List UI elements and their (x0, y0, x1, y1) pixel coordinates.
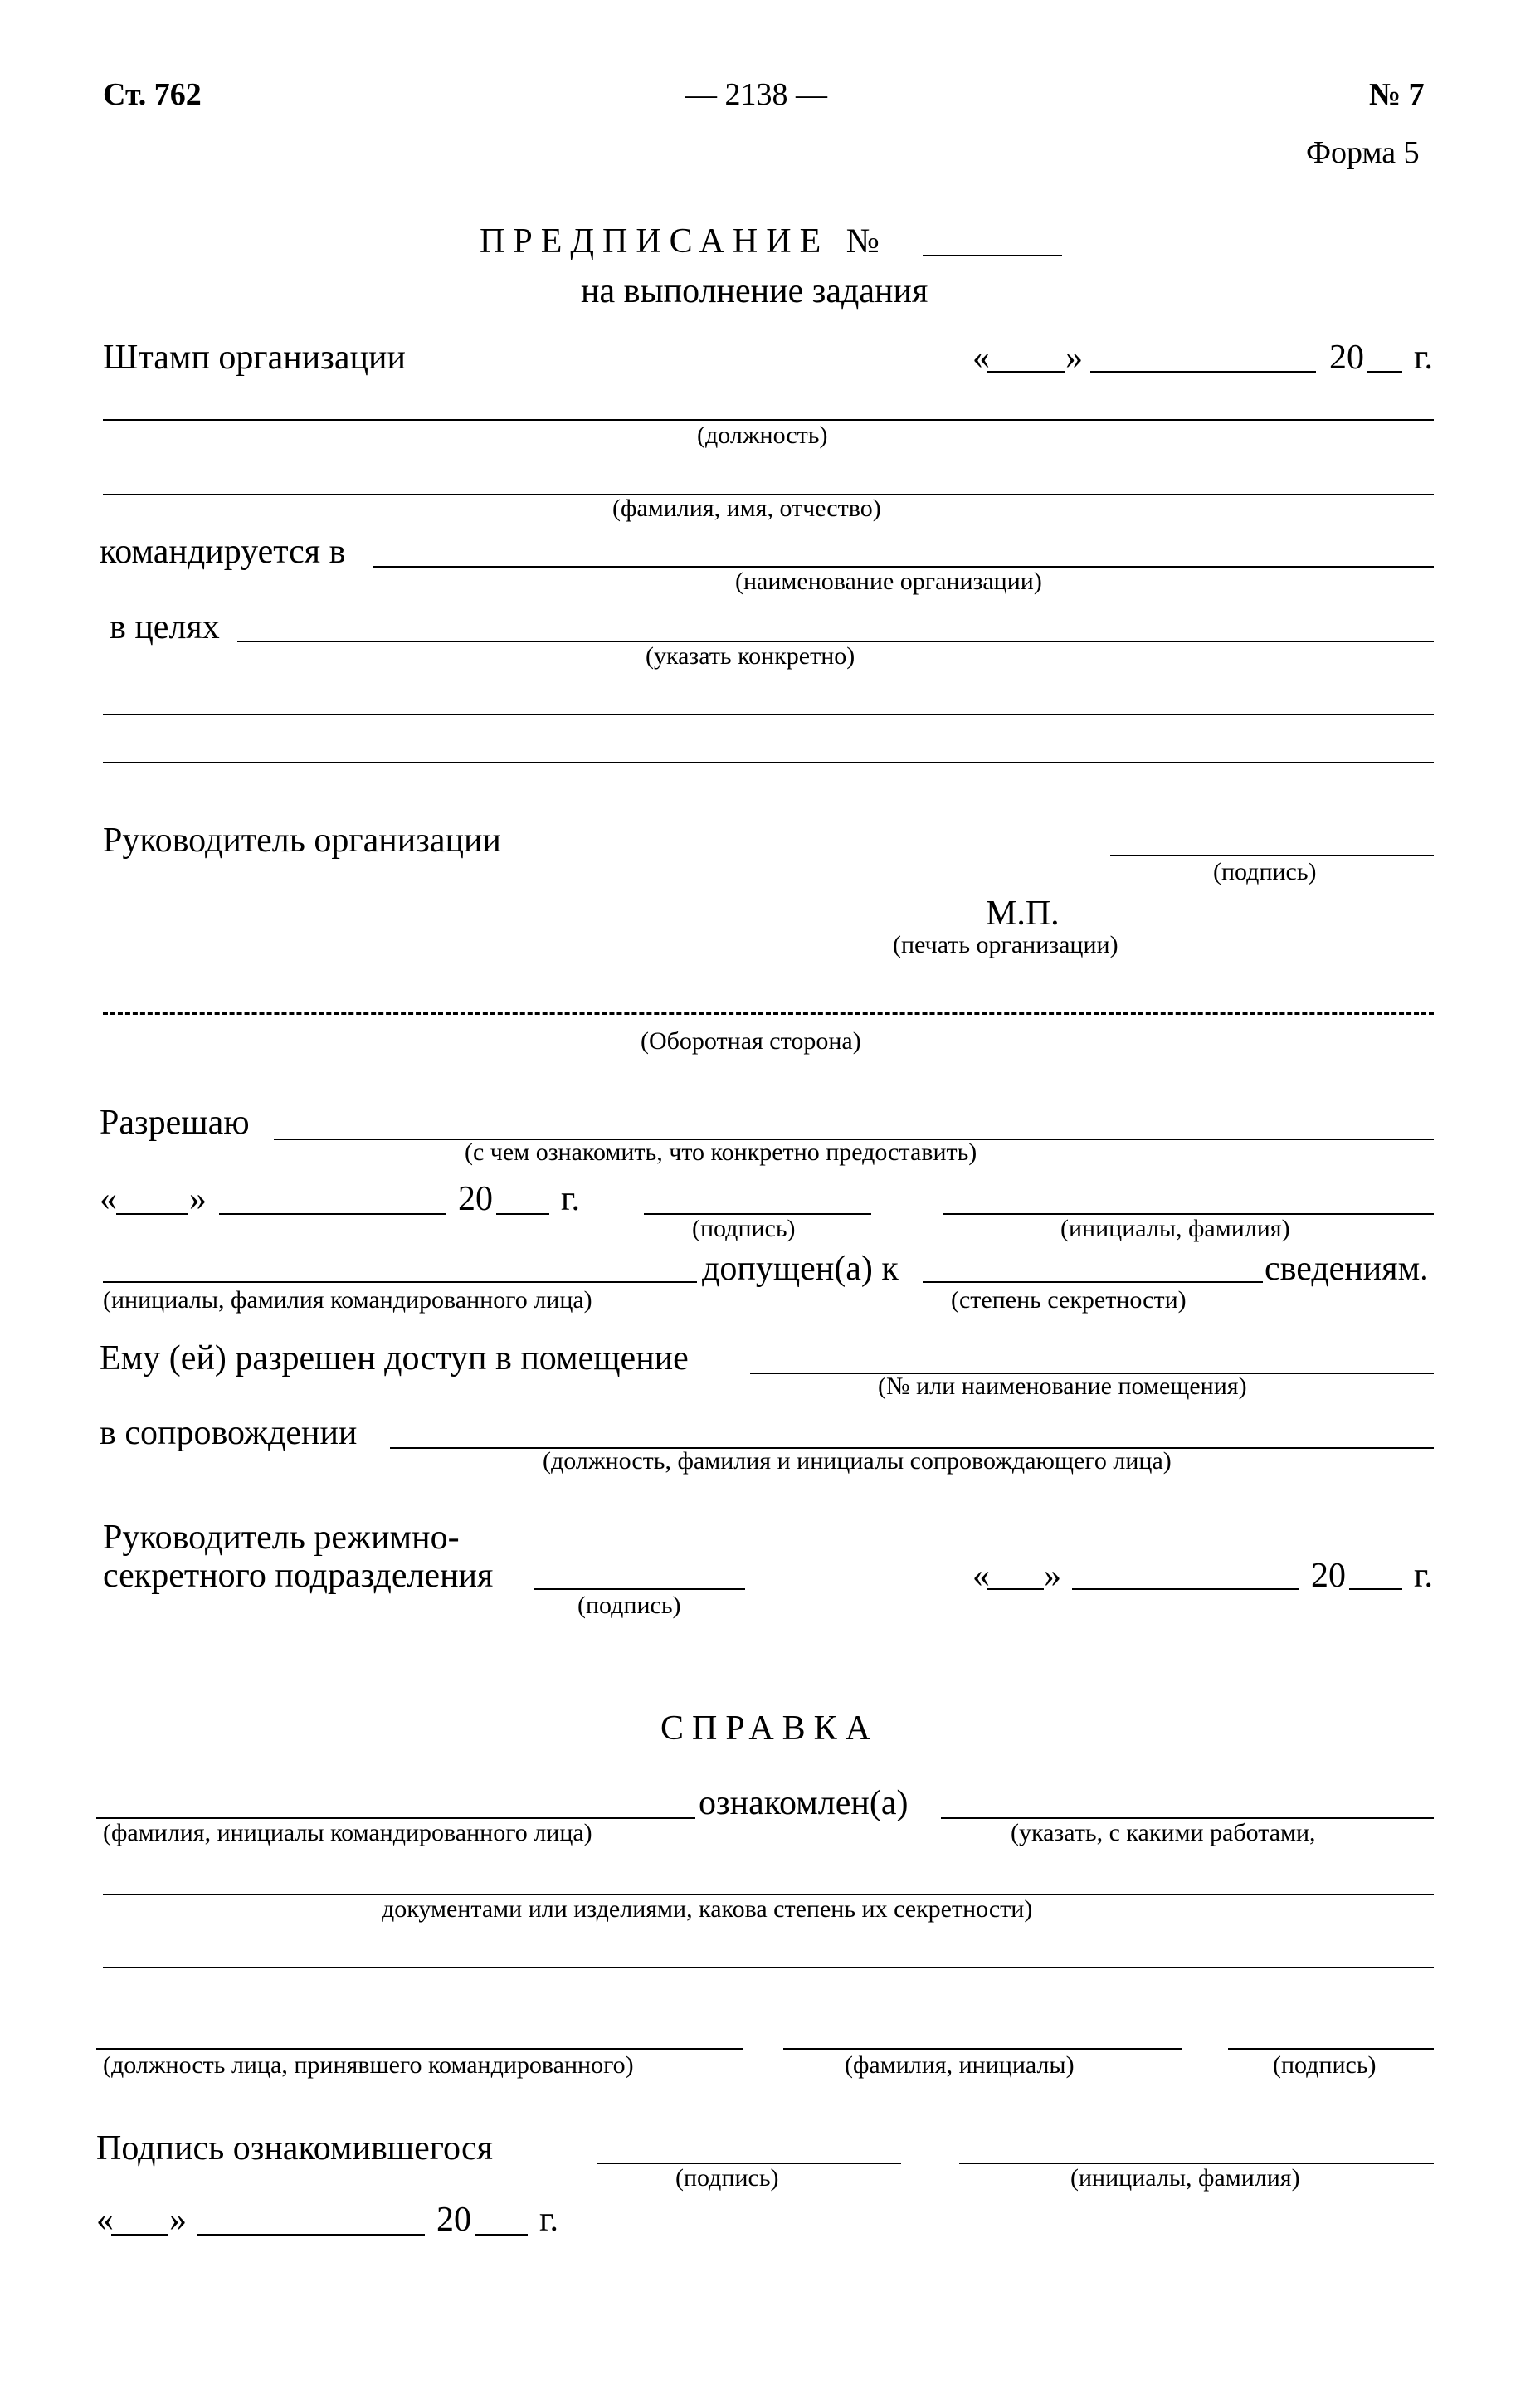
stamp-label: Штамп организации (103, 339, 406, 377)
escort-label: в сопровождении (100, 1414, 358, 1452)
seal-abbr: М.П. (986, 895, 1060, 933)
sec-year-prefix: 20 (1311, 1557, 1346, 1595)
sec-date-close-quote: » (1044, 1557, 1061, 1595)
perm-date-open-quote: « (100, 1180, 117, 1218)
caption-specify: (указать конкретно) (646, 642, 855, 670)
acq-signature-label: Подпись ознакомившегося (96, 2129, 493, 2167)
head-label: Руководитель организации (103, 822, 501, 860)
year-line[interactable] (1367, 371, 1402, 373)
caption-acq-signature: (подпись) (675, 2164, 779, 2192)
cut-line (103, 1012, 1434, 1015)
allow-label: Разрешаю (100, 1104, 250, 1142)
purpose-label: в целях (110, 608, 220, 646)
caption-receiver-signature: (подпись) (1273, 2051, 1377, 2079)
caption-receiver-name: (фамилия, инициалы) (845, 2051, 1075, 2079)
year-prefix: 20 (1329, 339, 1364, 377)
cert-year-prefix: 20 (436, 2201, 471, 2239)
head-signature-line[interactable] (1110, 855, 1434, 856)
caption-room: (№ или наименование помещения) (878, 1373, 1247, 1400)
cert-year-suffix: г. (539, 2201, 558, 2239)
position-line[interactable] (103, 419, 1434, 421)
security-head-label-1: Руководитель режимно- (103, 1519, 460, 1557)
date-open-quote: « (972, 339, 990, 377)
purpose-line-2[interactable] (103, 714, 1434, 715)
date-day-line[interactable] (987, 371, 1065, 373)
receiver-line[interactable] (96, 2048, 743, 2050)
perm-date-month-line[interactable] (219, 1213, 446, 1215)
caption-secrecy: (степень секретности) (951, 1286, 1187, 1314)
caption-org-name: (наименование организации) (735, 568, 1042, 595)
caption-receiver: (должность лица, принявшего командированного) (103, 2051, 634, 2079)
secrecy-line[interactable] (923, 1281, 1263, 1283)
article-number: Ст. 762 (103, 77, 202, 112)
access-label: Ему (ей) разрешен доступ в помещение (100, 1339, 689, 1377)
security-head-label-2: секретного подразделения (103, 1557, 494, 1595)
caption-signature: (подпись) (1213, 858, 1317, 885)
caption-seal: (печать организации) (893, 931, 1118, 958)
caption-cert-person: (фамилия, инициалы командированного лица) (103, 1819, 592, 1846)
cert-date-day-line[interactable] (111, 2234, 168, 2236)
perm-year-line[interactable] (496, 1213, 549, 1215)
page-number: — 2138 — (685, 77, 827, 112)
caption-person: (инициалы, фамилия командированного лица) (103, 1286, 592, 1314)
cert-date-open-quote: « (96, 2201, 114, 2239)
security-signature-line[interactable] (534, 1588, 745, 1590)
caption-security-signature: (подпись) (578, 1592, 681, 1619)
date-month-line[interactable] (1090, 371, 1316, 373)
order-title: ПРЕДПИСАНИЕ № (480, 222, 888, 261)
reverse-side-label: (Оборотная сторона) (641, 1027, 861, 1055)
sec-date-open-quote: « (972, 1557, 990, 1595)
receiver-name-line[interactable] (783, 2048, 1182, 2050)
cert-date-month-line[interactable] (197, 2234, 425, 2236)
caption-docs: документами или изделиями, какова степень их секретности) (382, 1895, 1033, 1923)
year-suffix: г. (1414, 339, 1433, 377)
receiver-signature-line[interactable] (1228, 2048, 1434, 2050)
issue-number: № 7 (1369, 77, 1425, 112)
caption-perm-signature: (подпись) (692, 1215, 796, 1242)
caption-perm-initials: (инициалы, фамилия) (1060, 1215, 1290, 1242)
perm-year-suffix: г. (561, 1180, 580, 1218)
caption-fio: (фамилия, имя, отчество) (612, 495, 881, 522)
info-label: сведениям. (1265, 1250, 1429, 1288)
perm-year-prefix: 20 (458, 1180, 493, 1218)
purpose-line-3[interactable] (103, 762, 1434, 763)
caption-acq-initials: (инициалы, фамилия) (1070, 2164, 1300, 2192)
caption-position: (должность) (697, 422, 828, 449)
order-number-line[interactable] (923, 255, 1062, 256)
sec-date-month-line[interactable] (1072, 1588, 1299, 1590)
admitted-label: допущен(а) к (702, 1250, 899, 1288)
perm-date-day-line[interactable] (116, 1213, 188, 1215)
sec-year-line[interactable] (1349, 1588, 1402, 1590)
cert-extra-line[interactable] (103, 1967, 1434, 1968)
caption-works: (указать, с какими работами, (1011, 1819, 1316, 1846)
caption-allow: (с чем ознакомить, что конкретно предоставить) (465, 1139, 977, 1166)
form-number: Форма 5 (1306, 135, 1420, 170)
person-line[interactable] (103, 1281, 697, 1283)
perm-date-close-quote: » (189, 1180, 207, 1218)
cert-year-line[interactable] (475, 2234, 528, 2236)
sent-to-label: командируется в (100, 533, 346, 571)
caption-escort: (должность, фамилия и инициалы сопровождающего лица) (543, 1447, 1172, 1475)
date-close-quote: » (1065, 339, 1083, 377)
cert-date-close-quote: » (169, 2201, 187, 2239)
sec-year-suffix: г. (1414, 1557, 1433, 1595)
order-subtitle: на выполнение задания (581, 272, 928, 310)
acquainted-label: ознакомлен(а) (699, 1784, 909, 1822)
certificate-title: СПРАВКА (660, 1709, 880, 1748)
sec-date-day-line[interactable] (987, 1588, 1044, 1590)
